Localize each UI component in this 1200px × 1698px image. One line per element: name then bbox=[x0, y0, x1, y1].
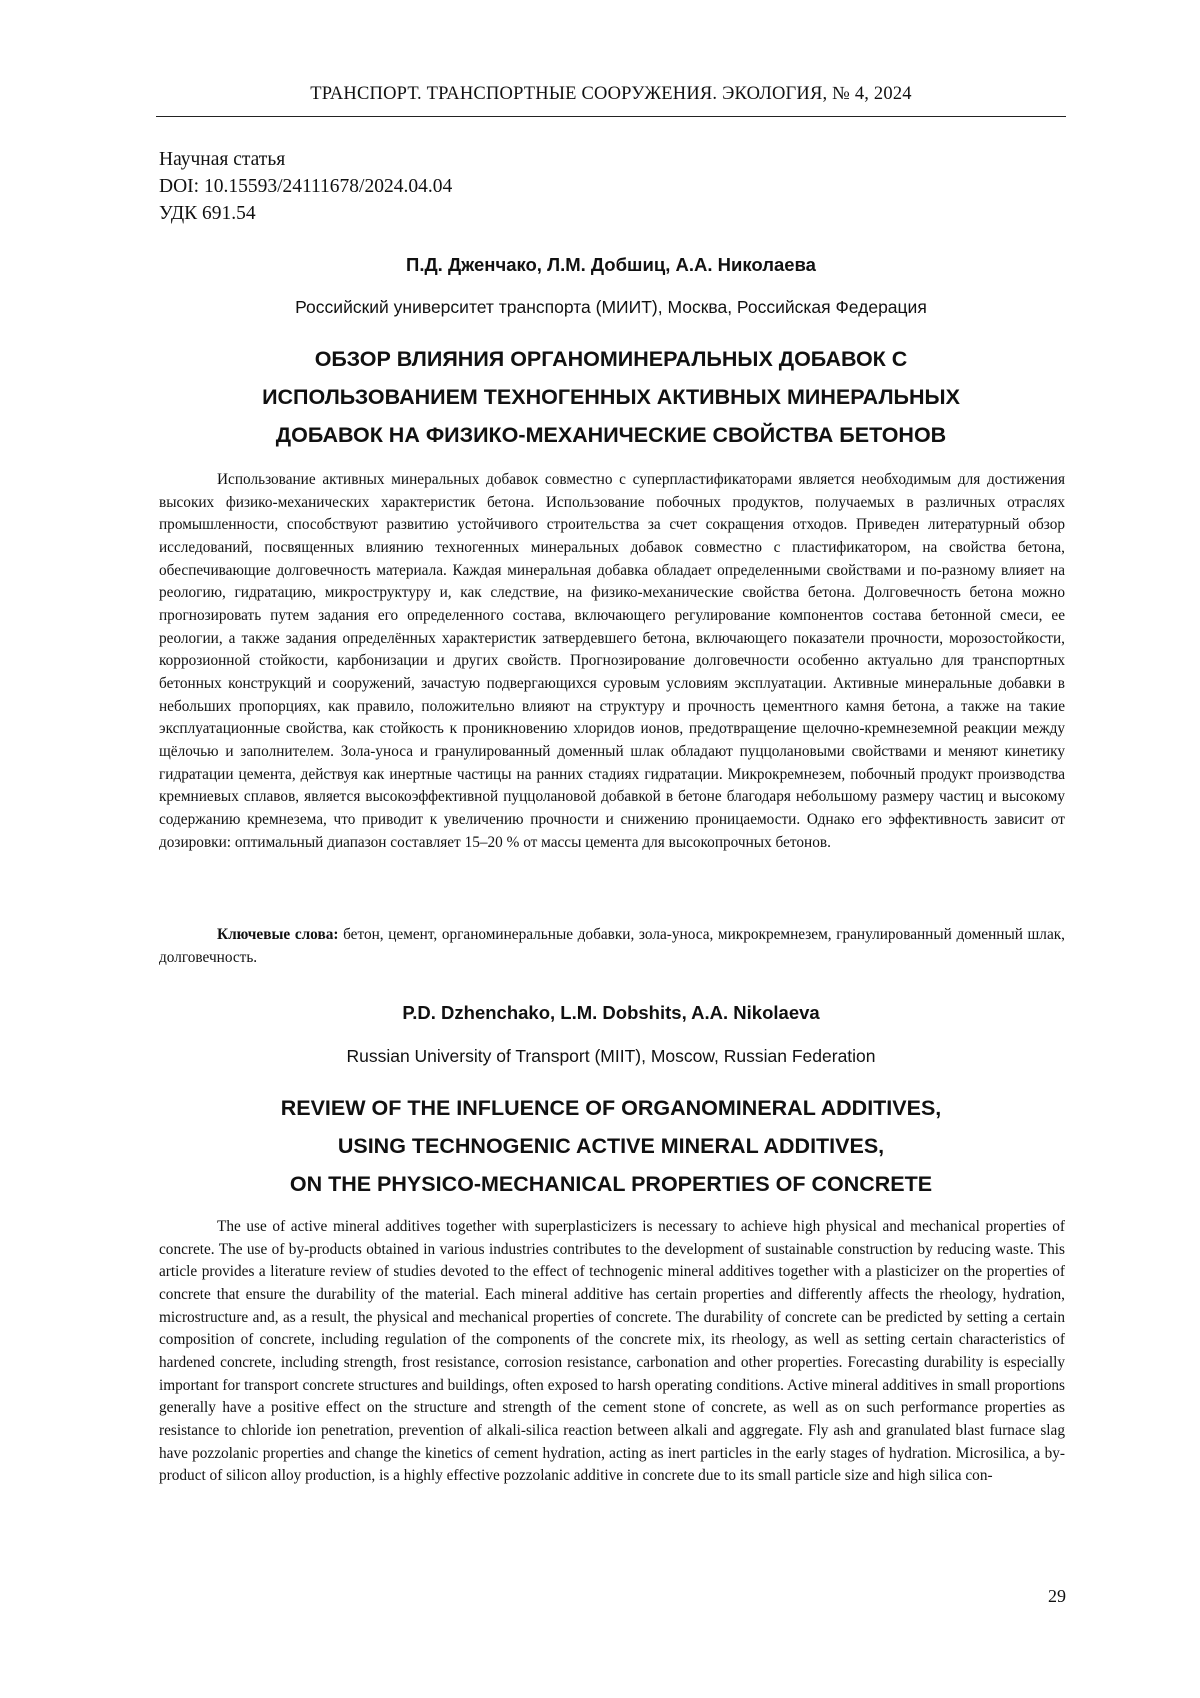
en-title bbox=[156, 1089, 1066, 1203]
keywords-text: бетон, цемент, органоминеральные добавки, зола-уноса, микрокремнезем, гранулированный доменный шлак, долговечность. bbox=[159, 926, 1065, 966]
en-title-line: USING TECHNOGENIC ACTIVE MINERAL ADDITIVES, bbox=[337, 1134, 885, 1158]
ru-title bbox=[156, 340, 1066, 454]
ru-title-line: ДОБАВОК НА ФИЗИКО-МЕХАНИЧЕСКИЕ СВОЙСТВА БЕТОНОВ bbox=[275, 423, 947, 447]
ru-keywords-paragraph bbox=[159, 924, 1065, 969]
keywords-label: Ключевые слова: bbox=[217, 926, 339, 943]
en-abstract bbox=[159, 1216, 1065, 1488]
article-type: Научная статья bbox=[159, 149, 286, 170]
ru-title-line: ОБЗОР ВЛИЯНИЯ ОРГАНОМИНЕРАЛЬНЫХ ДОБАВОК С bbox=[314, 347, 908, 371]
ru-title-line: ИСПОЛЬЗОВАНИЕМ ТЕХНОГЕННЫХ АКТИВНЫХ МИНЕРАЛЬНЫХ bbox=[262, 385, 960, 409]
en-title-line: REVIEW OF THE INFLUENCE OF ORGANOMINERAL ADDITIVES, bbox=[280, 1096, 942, 1120]
ru-affiliation: Российский университет транспорта (МИИТ), Москва, Российская Федерация bbox=[295, 297, 927, 317]
en-title-line: ON THE PHYSICO-MECHANICAL PROPERTIES OF CONCRETE bbox=[289, 1172, 933, 1196]
header-rule bbox=[156, 116, 1066, 117]
page-number: 29 bbox=[1048, 1586, 1066, 1606]
article-meta bbox=[159, 146, 452, 227]
doi: DOI: 10.15593/24111678/2024.04.04 bbox=[159, 176, 453, 197]
ru-abstract bbox=[159, 469, 1065, 854]
en-affiliation: Russian University of Transport (MIIT), Moscow, Russian Federation bbox=[346, 1046, 876, 1066]
udk: УДК 691.54 bbox=[159, 203, 256, 224]
ru-abstract-text: Использование активных минеральных добавок совместно с суперпластификаторами является необходимым для достижения высоких физико-механических характеристик бетона. Использование побочных продуктов, получаемых в различных отраслях промышленности, способствуют развитию устойчивого строительства за счет сокращения отходов. Приведен литературный обзор исследований, посвященных влиянию техногенных минеральных добавок совместно с пластификатором, на свойства бетона, обеспечивающие долговечность материала. Каждая минеральная добавка обладает определенными свойствами и по-разному влияет на реологию, гидратацию, микроструктуру и, как следствие, на физико-механические свойства бетона. Долговечность бетона можно прогнозировать путем задания его определенного состава, включающего регулирование компонентов состава бетонной смеси, ее реологии, а также задания определённых характеристик затвердевшего бетона, включающего показатели прочности, морозостойкости, коррозионной стойкости, карбонизации и других свойств. Прогнозирование долговечности особенно актуально для транспортных бетонных конструкций и сооружений, зачастую подвергающихся суровым условиям эксплуатации. Активные минеральные добавки в небольших пропорциях, как правило, положительно влияют на структуру и прочность цементного камня бетона, а также на такие эксплуатационные свойства, как стойкость к проникновению хлоридов ионов, предотвращение щелочно-кремнеземной реакции между щёлочью и заполнителем. Зола-уноса и гранулированный доменный шлак обладают пуццолановыми свойствами и меняют кинетику гидратации цемента, действуя как инертные частицы на ранних стадиях гидратации. Микрокремнезем, побочный продукт производства кремниевых сплавов, является высокоэффективной пуццолановой добавкой в бетоне благодаря небольшому размеру частиц и высокому содержанию кремнезема, что приводит к увеличению прочности и снижению проницаемости. Однако его эффективность зависит от дозировки: оптимальный диапазон составляет 15–20 % от массы цемента для высокопрочных бетонов. bbox=[159, 471, 1065, 851]
ru-keywords bbox=[159, 924, 1065, 969]
running-head: ТРАНСПОРТ. ТРАНСПОРТНЫЕ СООРУЖЕНИЯ. ЭКОЛОГИЯ, № 4, 2024 bbox=[310, 84, 912, 104]
ru-authors: П.Д. Дженчако, Л.М. Добшиц, А.А. Николаева bbox=[406, 254, 816, 275]
en-authors: P.D. Dzhenchako, L.M. Dobshits, A.A. Nikolaeva bbox=[402, 1002, 820, 1023]
en-abstract-text: The use of active mineral additives together with superplasticizers is necessary to achieve high physical and mechanical properties of concrete. The use of by-products obtained in various industries contributes to the development of sustainable construction by reducing waste. This article provides a literature review of studies devoted to the effect of technogenic mineral additives together with a plasticizer on the properties of concrete that ensure the durability of the material. Each mineral additive has certain properties and differently affects the rheology, hydration, microstructure and, as a result, the physical and mechanical properties of concrete. The durability of concrete can be predicted by setting a certain composition of concrete, including regulation of the components of the concrete mix, its rheology, as well as setting certain characteristics of hardened concrete, including strength, frost resistance, corrosion resistance, carbonation and other properties. Forecasting durability is especially important for transport concrete structures and buildings, often exposed to harsh operating conditions. Active mineral additives in small proportions generally have a positive effect on the structure and strength of the cement stone of concrete, as well as on such performance properties as resistance to chloride ion penetration, prevention of alkali-silica reaction between alkali and aggregate. Fly ash and granulated blast furnace slag have pozzolanic properties and change the kinetics of cement hydration, acting as inert particles in the early stages of hydration. Microsilica, a by-product of silicon alloy production, is a highly effective pozzolanic additive in concrete due to its small particle size and high silica con- bbox=[159, 1218, 1065, 1485]
